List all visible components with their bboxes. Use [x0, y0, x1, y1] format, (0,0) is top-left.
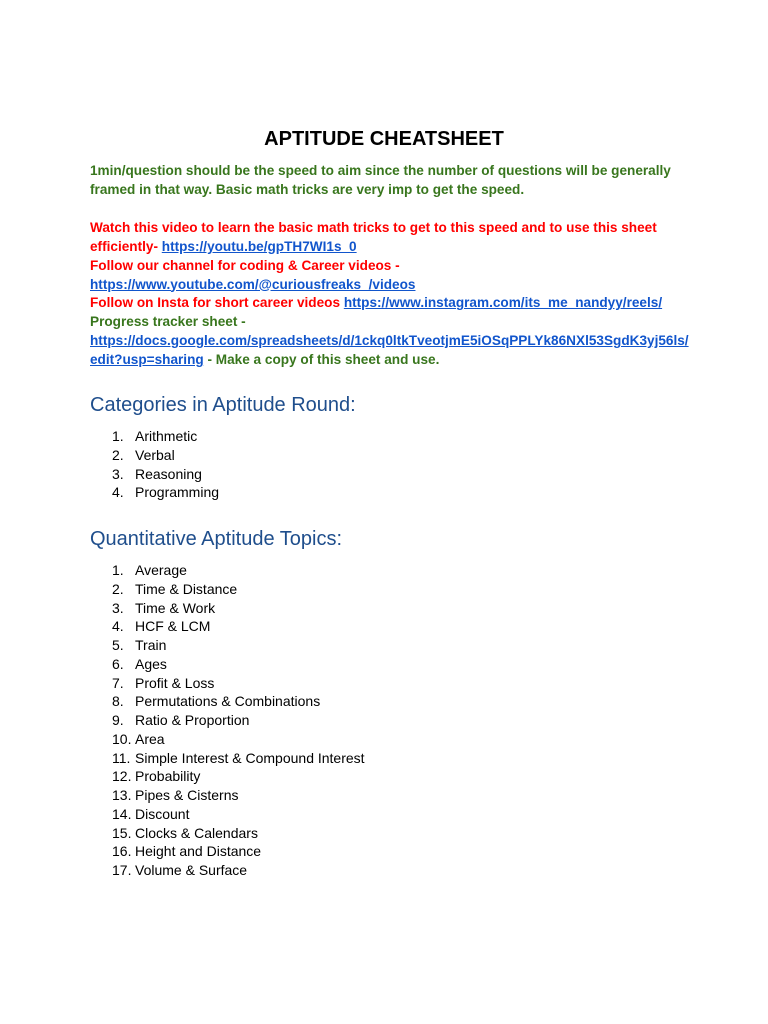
insta-text: Follow on Insta for short career videos: [90, 295, 341, 311]
list-number: 1.: [112, 428, 124, 444]
list-item: [90, 580, 365, 599]
list-item-label: Permutations & Combinations: [135, 693, 321, 710]
list-item: [90, 824, 365, 843]
list-number: 16.: [112, 843, 132, 860]
list-number: 10.: [112, 730, 132, 747]
list-item-label: Reasoning: [135, 465, 202, 482]
list-item: [90, 655, 365, 674]
insta-line: [90, 294, 690, 313]
video-text: Watch this video to learn the basic math tricks to get to this speed and to use this sheet efficiently-: [90, 219, 657, 254]
list-item: [90, 730, 365, 749]
list-item: [90, 711, 365, 730]
list-item-label: Programming: [135, 484, 220, 501]
list-item-label: Height and Distance: [135, 843, 262, 860]
list-item-label: Pipes & Cisterns: [135, 787, 239, 803]
categories-list: [90, 427, 219, 502]
list-item: [90, 674, 365, 693]
list-number: 15.: [112, 824, 132, 841]
list-item: [90, 636, 365, 655]
list-number: 3.: [112, 599, 124, 616]
categories-heading: Categories in Aptitude Round:: [90, 394, 356, 416]
list-item: [90, 446, 219, 465]
list-item: [90, 617, 365, 636]
list-item-label: Average: [135, 562, 187, 578]
list-item-label: Ages: [135, 655, 167, 672]
list-item: [90, 805, 365, 824]
list-item: [90, 749, 365, 768]
list-number: 4.: [112, 618, 124, 635]
list-number: 1.: [112, 562, 124, 578]
list-item: [90, 786, 365, 805]
list-number: 14.: [112, 805, 132, 822]
list-item: [90, 767, 365, 786]
channel-link[interactable]: https://www.youtube.com/@curiousfreaks_/videos: [90, 276, 416, 292]
list-number: 5.: [112, 637, 124, 653]
list-item: [90, 692, 365, 711]
list-item-label: Time & Work: [135, 599, 216, 616]
video-link[interactable]: https://youtu.be/gpTH7WI1s_0: [161, 238, 357, 254]
list-number: 13.: [112, 787, 132, 803]
tracker-link[interactable]: https://docs.google.com/spreadsheets/d/1ckq0ltkTveotjmE5iOSqPPLYk86NXl53SgdK3yj56ls/edit?usp=sharing: [90, 333, 689, 368]
document-title: APTITUDE CHEATSHEET: [264, 128, 504, 150]
list-number: 9.: [112, 712, 124, 728]
speed-note: 1min/question should be the speed to aim since the number of questions will be generally framed in that way. Basic math tricks are very imp to get the speed.: [90, 163, 671, 197]
quant-heading: Quantitative Aptitude Topics:: [90, 528, 343, 550]
list-item: [90, 561, 365, 580]
list-item-label: Volume & Surface: [135, 862, 248, 878]
intro-section: [90, 162, 690, 370]
list-item-label: Profit & Loss: [135, 674, 215, 691]
insta-link[interactable]: https://www.instagram.com/its_me_nandyy/reels/: [343, 295, 663, 311]
channel-text: Follow our channel for coding & Career videos -: [90, 257, 400, 273]
list-number: 11.: [112, 749, 131, 766]
list-item-label: Ratio & Proportion: [135, 712, 250, 728]
tracker-line: [90, 332, 690, 370]
list-item-label: Time & Distance: [135, 580, 238, 597]
list-number: 17.: [112, 862, 132, 878]
list-item: [90, 427, 219, 446]
list-item: [90, 842, 365, 861]
list-number: 8.: [112, 693, 124, 710]
list-item-label: Discount: [135, 805, 190, 822]
list-number: 4.: [112, 484, 124, 501]
tracker-text: Progress tracker sheet -: [90, 314, 246, 330]
video-line: [90, 219, 690, 257]
list-number: 2.: [112, 580, 124, 597]
list-number: 12.: [112, 768, 132, 785]
list-number: 3.: [112, 465, 124, 482]
list-item-label: Train: [135, 637, 167, 653]
list-item: [90, 861, 365, 880]
list-number: 2.: [112, 446, 124, 463]
list-number: 7.: [112, 674, 124, 691]
list-item-label: Area: [135, 730, 165, 747]
list-item-label: Clocks & Calendars: [135, 824, 258, 841]
quant-topics-list: [90, 561, 365, 880]
list-item: [90, 465, 219, 484]
list-number: 6.: [112, 655, 124, 672]
list-item-label: Probability: [135, 768, 201, 785]
list-item-label: Verbal: [135, 446, 175, 463]
list-item: [90, 483, 219, 502]
list-item: [90, 599, 365, 618]
list-item-label: HCF & LCM: [135, 618, 211, 635]
list-item-label: Simple Interest & Compound Interest: [135, 749, 365, 766]
list-item-label: Arithmetic: [135, 428, 198, 444]
tracker-suffix: - Make a copy of this sheet and use.: [207, 352, 440, 368]
